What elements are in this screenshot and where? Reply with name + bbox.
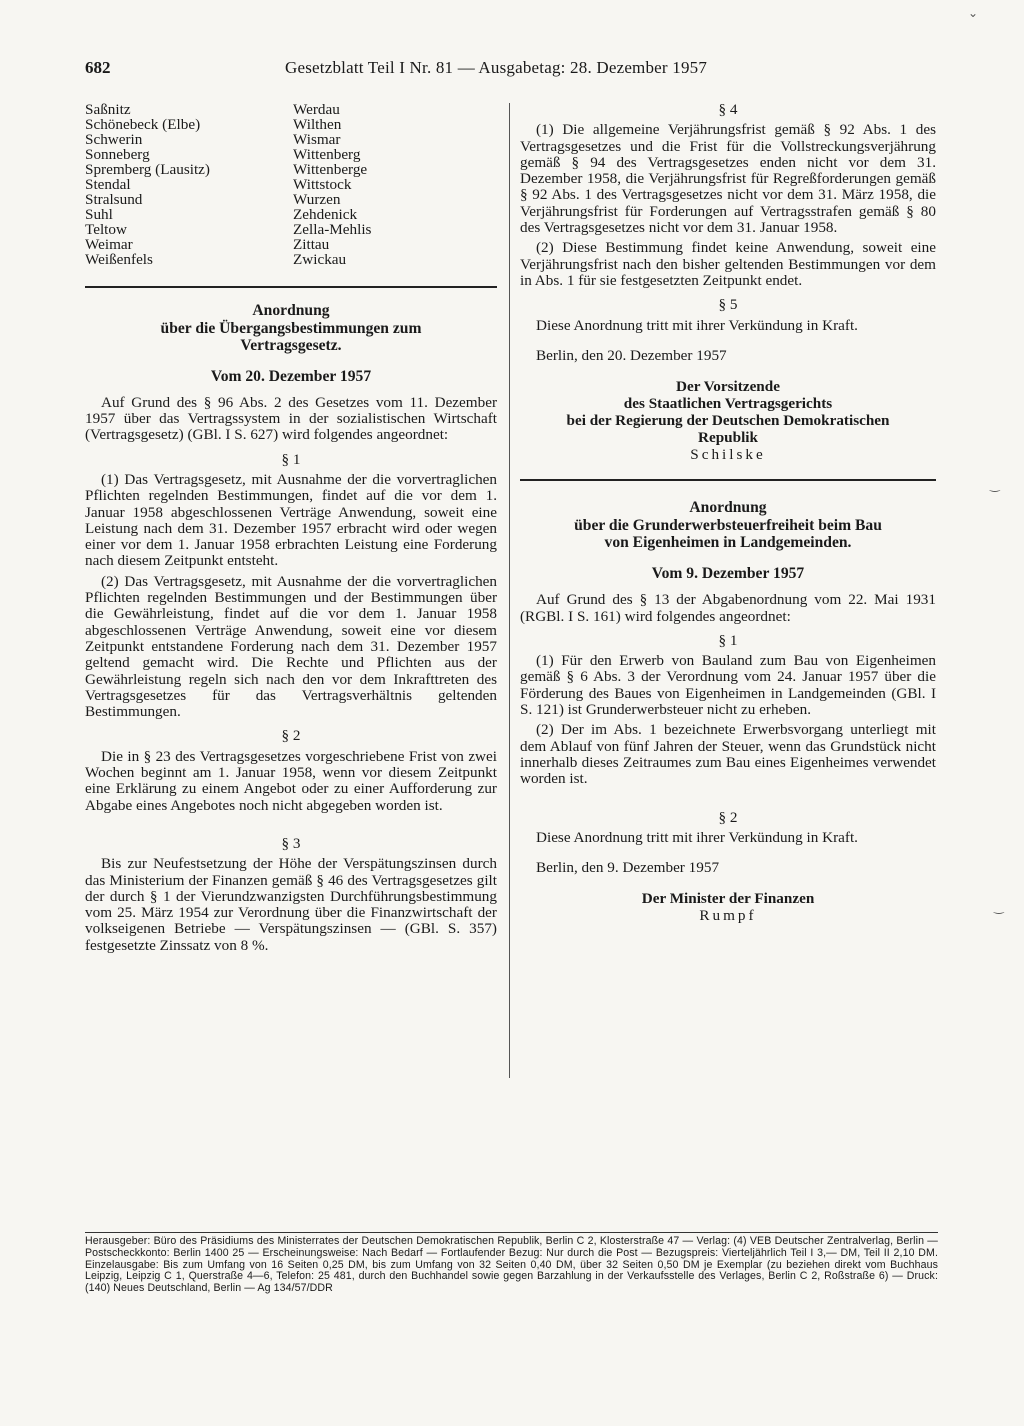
signature-line: des Staatlichen Vertragsgerichts bbox=[623, 395, 833, 413]
title-line: über die Grunderwerbsteuerfreiheit beim Bau bbox=[574, 516, 882, 534]
signature-line: Republik bbox=[698, 429, 758, 447]
page-header bbox=[85, 58, 938, 82]
ordinance-2-section-1-heading: § 1 bbox=[718, 631, 738, 649]
section-1-heading: § 1 bbox=[281, 450, 301, 468]
scan-mark: ⌄ bbox=[968, 6, 979, 20]
ordinance-1-title bbox=[85, 302, 497, 355]
footer-rule bbox=[85, 1232, 938, 1233]
city-item: Sonneberg bbox=[85, 146, 150, 163]
page-number: 682 bbox=[85, 58, 111, 77]
left-column bbox=[85, 102, 497, 958]
section-1-para-1: (1) Das Vertragsgesetz, mit Ausnahme der die vorvertraglichen Pflichten regelnden Bestimmungen, findet auf die vor dem 1. Januar 1958 abgeschlossenen Verträge Anwendung, soweit eine Leistung nach dem 31. Dezember 1957 erbracht wird oder wegen einer vor dem 1. Januar 1958 erbrachten Leistung eine Forderung nach diesem Zeitpunkt entsteht. bbox=[85, 470, 497, 570]
city-item: Werdau bbox=[293, 101, 340, 118]
ordinance-2-signer: Rumpf bbox=[699, 907, 757, 925]
running-title: Gesetzblatt Teil I Nr. 81 — Ausgabetag: 28. Dezember 1957 bbox=[285, 58, 708, 77]
city-list-col2 bbox=[293, 102, 371, 267]
section-2-heading: § 2 bbox=[281, 727, 301, 745]
section-4-para-1: (1) Die allgemeine Verjährungsfrist gemäß § 92 Abs. 1 des Vertragsgesetzes und die Frist für die Vollstreckungsverjährung gemäß § 94 des Vertragsgesetzes enden nicht vor dem 31. Dezember 1958, die Verjährungsfrist für Regreßforderungen gemäß § 92 Abs. 1 des Vertragsgesetzes nicht vor dem 31. März 1958, die Verjährungsfrist für Forderungen auf Vertragsstrafen gemäß § 80 des Vertragsgesetzes nicht vor dem 31. Januar 1958. bbox=[520, 121, 936, 237]
city-list bbox=[85, 102, 497, 272]
signature-line: bei der Regierung der Deutschen Demokratischen bbox=[566, 412, 890, 430]
signature-line: Der Minister der Finanzen bbox=[641, 890, 815, 908]
title-line: Anordnung bbox=[689, 499, 767, 517]
ordinance-2-section-2-heading: § 2 bbox=[718, 808, 738, 826]
section-4-heading: § 4 bbox=[718, 101, 738, 118]
section-3-para: Bis zur Neufestsetzung der Höhe der Verspätungszinsen durch das Ministerium der Finanzen gemäß § 46 des Vertragsgesetzes gilt der durch § 1 der Vierundzwanzigsten Durchführungsbestimmung vom 25. März 1954 zur Verordnung über die Finanzwirtschaft der volkseigenen Betriebe — Verspätungszinsen — (GBl. S. 357) festgesetzte Zinssatz von 8 %. bbox=[85, 855, 497, 954]
imprint-footer: Herausgeber: Büro des Präsidiums des Ministerrates der Deutschen Demokratischen Republik, Berlin C 2, Klosterstraße 47 — Verlag: (4) VEB Deutscher Zentralverlag, Berlin — Postscheckkonto: Berlin 1400 25 — Erscheinungsweise: Nach Bedarf — Fortlaufender Bezug: Nur durch die Post — Bezugspreis: Vierteljährlich Teil I 3,— DM, Teil II 2,10 DM. Einzelausgabe: Bis zum Umfang von 16 Seiten 0,25 DM, bis zum Umfang von 32 Seiten 0,40 DM, über 32 Seiten 0,50 DM je Exemplar (zu beziehen direkt vom Buchhaus Leipzig, Leipzig C 1, Querstraße 4—6, Telefon: 25 481, durch den Buchhandel sowie gegen Barzahlung in der Verkaufsstelle des Verlages, Berlin C 2, Roßstraße 6) — Druck: (140) Neues Deutschland, Berlin — Ag 134/57/DDR bbox=[85, 1235, 938, 1295]
city-item: Schönebeck (Elbe) bbox=[85, 116, 201, 133]
city-item: Wilthen bbox=[293, 116, 342, 133]
section-5-heading: § 5 bbox=[718, 296, 738, 314]
ordinance-1-date: Vom 20. Dezember 1957 bbox=[210, 367, 372, 385]
ordinance-1-place-date: Berlin, den 20. Dezember 1957 bbox=[536, 346, 727, 364]
city-item: Zittau bbox=[293, 236, 330, 253]
section-5-para: Diese Anordnung tritt mit ihrer Verkündung in Kraft. bbox=[536, 316, 858, 334]
ordinance-1-signature-block bbox=[520, 378, 936, 446]
ordinance-2-section-2-para: Diese Anordnung tritt mit ihrer Verkündung in Kraft. bbox=[536, 828, 858, 846]
ordinance-2-place-date: Berlin, den 9. Dezember 1957 bbox=[536, 859, 720, 877]
city-item: Wittenberg bbox=[293, 146, 361, 163]
title-line: Anordnung bbox=[252, 302, 330, 319]
city-item: Wittstock bbox=[293, 176, 352, 193]
right-column bbox=[520, 102, 936, 925]
title-line: über die Übergangsbestimmungen zum bbox=[160, 319, 422, 337]
city-item: Wittenberge bbox=[293, 161, 368, 178]
section-3-heading: § 3 bbox=[281, 834, 301, 852]
section-rule bbox=[520, 479, 936, 481]
city-item: Zella-Mehlis bbox=[293, 221, 372, 238]
title-line: von Eigenheimen in Landgemeinden. bbox=[604, 534, 852, 552]
city-item: Saßnitz bbox=[85, 101, 131, 118]
city-item: Stendal bbox=[85, 176, 131, 193]
city-item: Stralsund bbox=[85, 191, 143, 208]
city-item: Spremberg (Lausitz) bbox=[85, 161, 210, 178]
section-2-para: Die in § 23 des Vertragsgesetzes vorgeschriebene Frist von zwei Wochen beginnt am 1. Januar 1958, wenn vor diesem Zeitpunkt eine Erklärung zu einem Angebot oder zu einer Aufforderung zur Abgabe eines Angebotes noch nicht abgegeben worden ist. bbox=[85, 747, 497, 814]
ordinance-1-intro: Auf Grund des § 96 Abs. 2 des Gesetzes vom 11. Dezember 1957 über das Vertragssystem in der sozialistischen Wirtschaft (Vertragsgesetz) (GBl. I S. 627) wird folgendes angeordnet: bbox=[85, 393, 497, 444]
column-divider bbox=[509, 103, 510, 1078]
section-rule bbox=[85, 286, 497, 288]
city-item: Schwerin bbox=[85, 131, 143, 148]
ordinance-1-signer: Schilske bbox=[690, 446, 766, 464]
signature-line: Der Vorsitzende bbox=[676, 378, 780, 396]
city-item: Zwickau bbox=[293, 251, 347, 268]
ordinance-2-section-1-para-2: (2) Der im Abs. 1 bezeichnete Erwerbsvorgang unterliegt mit dem Ablauf von fünf Jahren der Steuer, wenn das Grundstück nicht innerhalb dieses Zeitraumes zum Bau eines Eigenheimes verwendet worden ist. bbox=[520, 721, 936, 788]
scan-mark: ‿ bbox=[990, 478, 1000, 492]
city-item: Weißenfels bbox=[85, 251, 153, 268]
city-item: Wurzen bbox=[293, 191, 341, 208]
ordinance-2-signature-block bbox=[520, 890, 936, 907]
ordinance-2-date: Vom 9. Dezember 1957 bbox=[651, 564, 805, 582]
section-4-para-2: (2) Diese Bestimmung findet keine Anwendung, soweit eine Verjährungsfrist nach den bisher geltenden Bestimmungen vor dem in Abs. 1 für sie festgesetzten Zeitpunkt endet. bbox=[520, 239, 936, 289]
ordinance-2-title bbox=[520, 499, 936, 552]
city-item: Zehdenick bbox=[293, 206, 358, 223]
title-line: Vertragsgesetz. bbox=[240, 337, 342, 354]
scan-mark: ‿ bbox=[994, 900, 1004, 914]
ordinance-2-section-1-para-1: (1) Für den Erwerb von Bauland zum Bau von Eigenheimen gemäß § 6 Abs. 3 der Verordnung vom 24. Januar 1957 über die Förderung des Baues von Eigenheimen in Landgemeinden (GBl. I S. 121) ist Grunderwerbsteuer nicht zu erheben. bbox=[520, 652, 936, 719]
city-item: Wismar bbox=[293, 131, 341, 148]
city-item: Teltow bbox=[85, 221, 127, 238]
section-1-para-2: (2) Das Vertragsgesetz, mit Ausnahme der die vorvertraglichen Pflichten regelnden Bestimmungen und der Bestimmungen über die Gewährleistung, findet auf die vor dem 1. Januar 1958 abgeschlossenen Verträge Anwendung, soweit eine vor diesem Zeitpunkt entstandene Forderung nach dem 31. Dezember 1957 geltend gemacht wird. Die Rechte und Pflichten aus der Gewährleistung regeln sich nach den vor dem Inkrafttreten des Vertragsgesetzes für das Vertragsverhältnis geltenden Bestimmungen. bbox=[85, 572, 497, 721]
city-item: Suhl bbox=[85, 206, 113, 223]
ordinance-2-intro: Auf Grund des § 13 der Abgabenordnung vom 22. Mai 1931 (RGBl. I S. 161) wird folgendes angeordnet: bbox=[520, 591, 936, 625]
city-list-col1 bbox=[85, 102, 210, 267]
city-item: Weimar bbox=[85, 236, 133, 253]
